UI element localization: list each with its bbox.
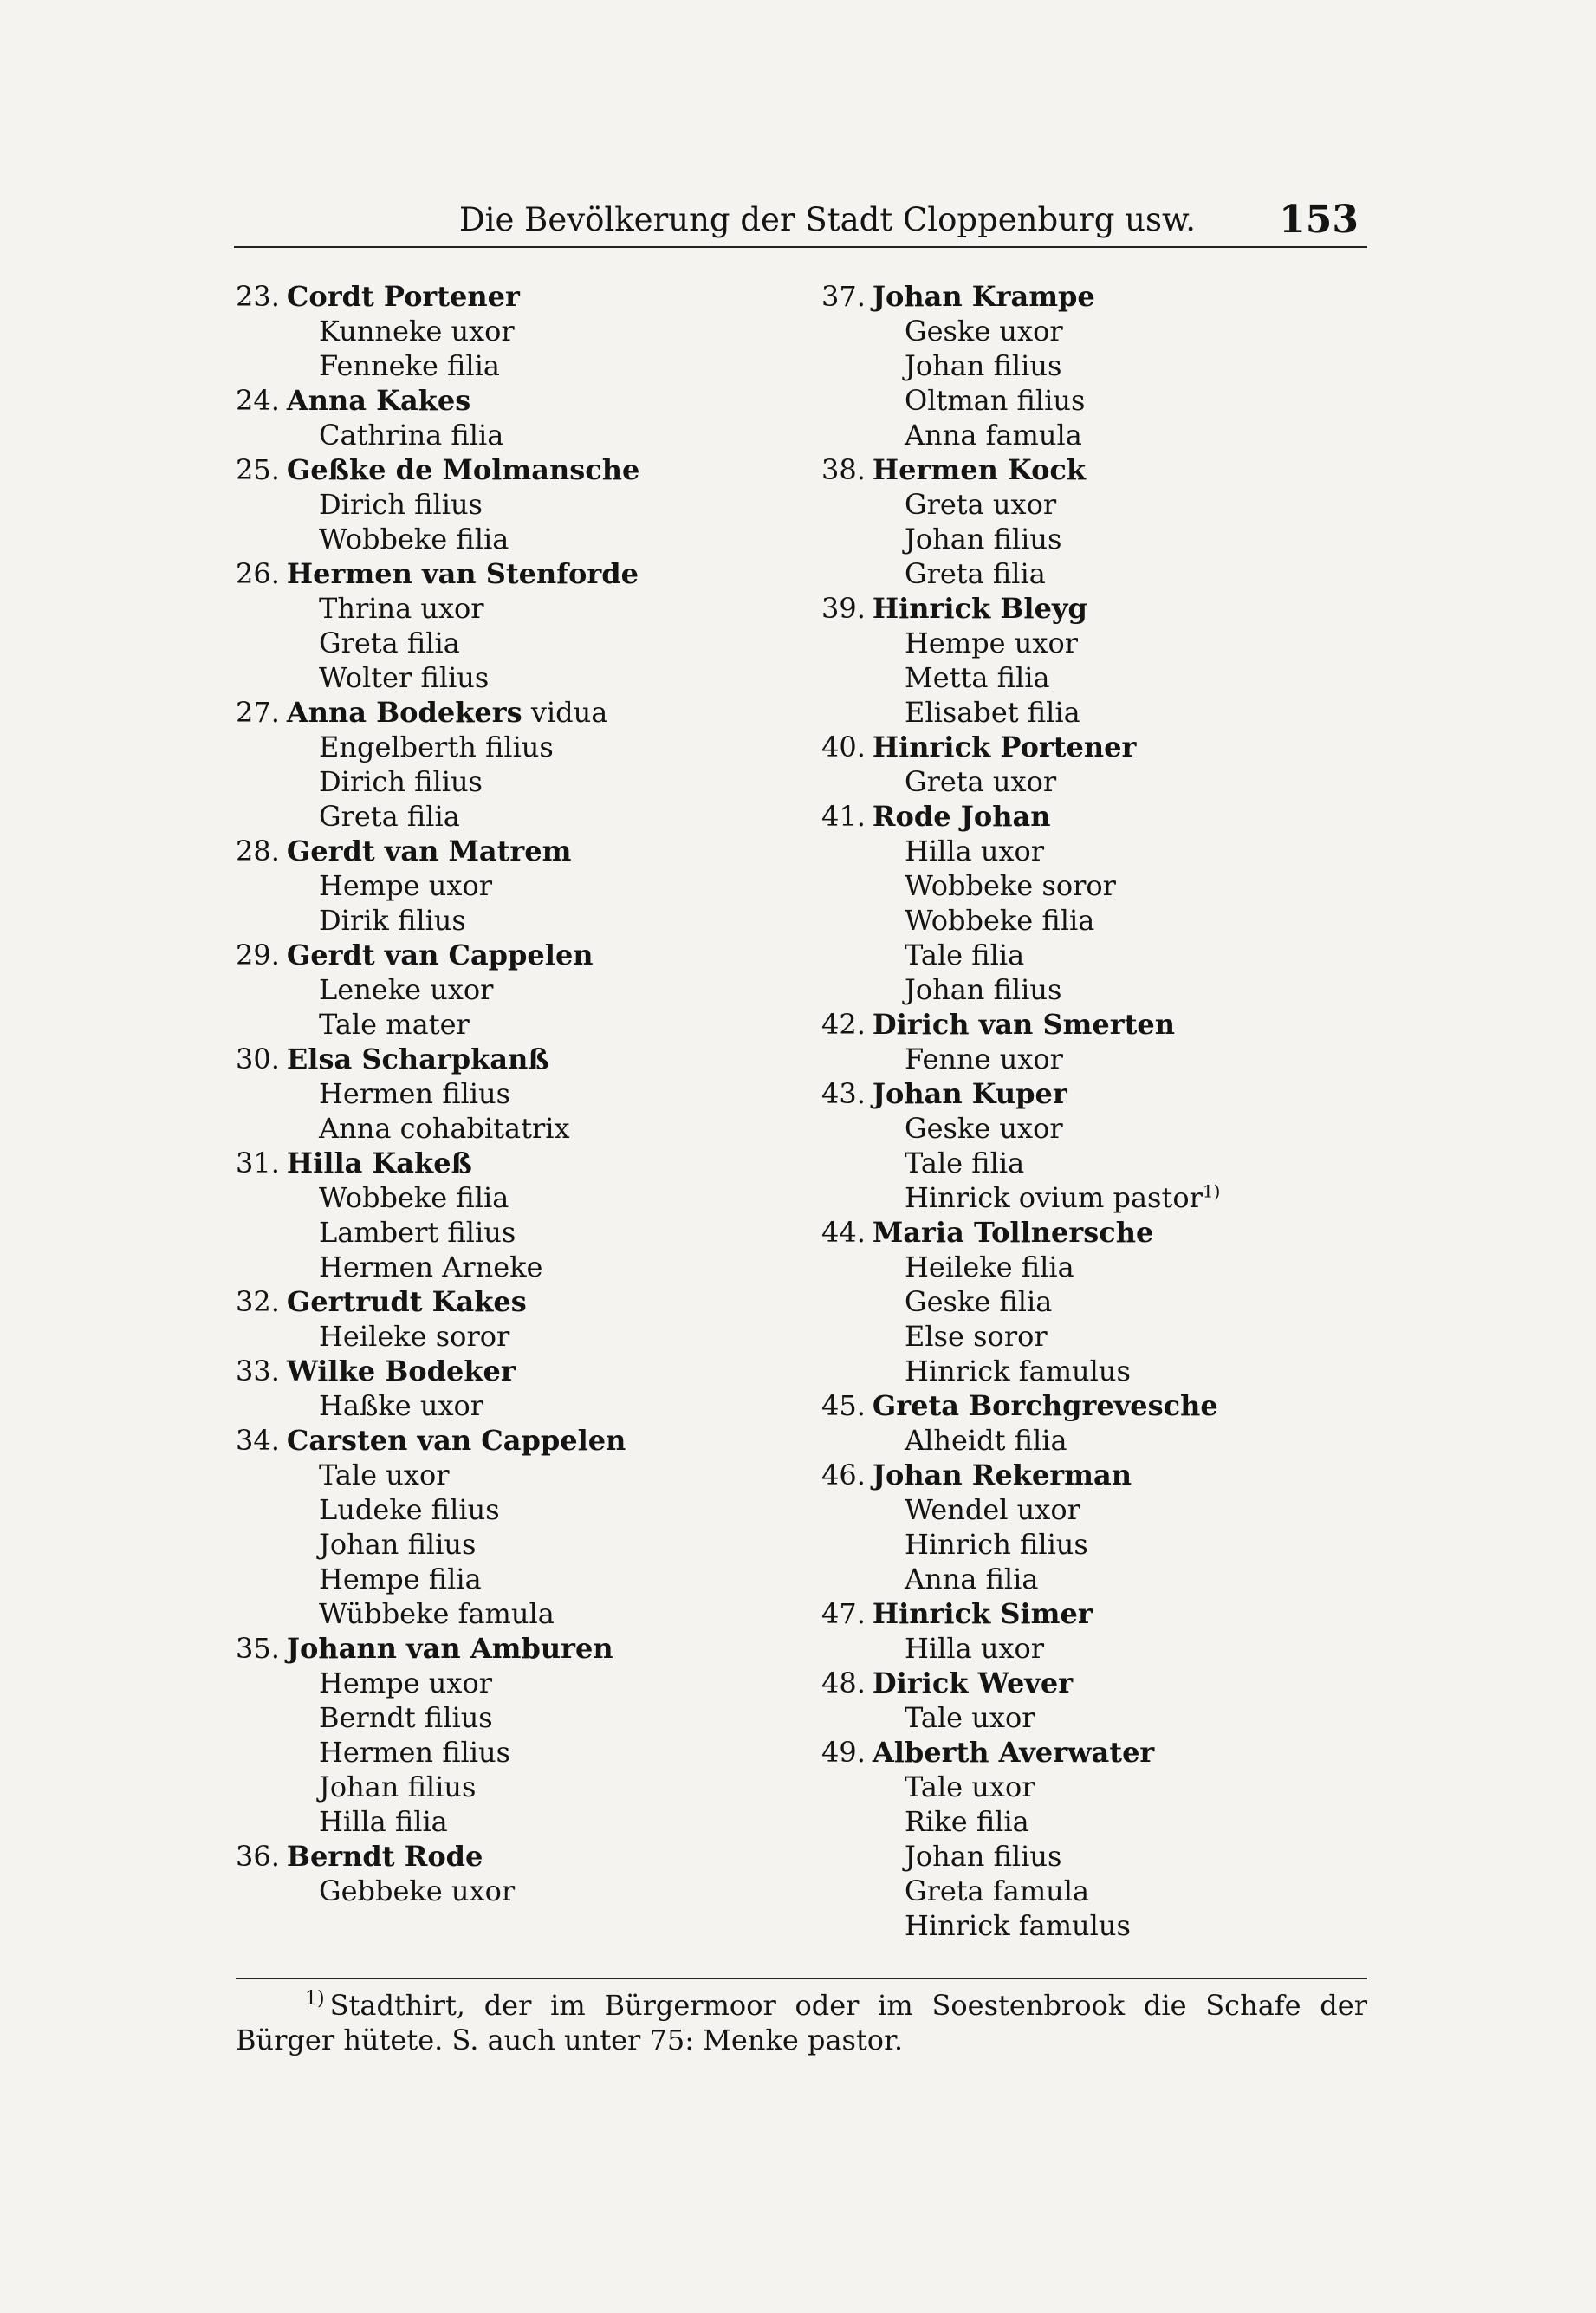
member-name: Geske uxor bbox=[905, 1112, 1063, 1145]
household-entry bbox=[236, 834, 756, 938]
head-name: Hilla Kakeß bbox=[286, 1147, 472, 1179]
member-line bbox=[236, 1735, 756, 1770]
member-line bbox=[236, 1492, 756, 1527]
member-name: Tale uxor bbox=[905, 1701, 1035, 1734]
member-name: Alheidt filia bbox=[905, 1424, 1067, 1457]
entry-number: 29. bbox=[236, 939, 280, 971]
member-line bbox=[236, 1180, 756, 1215]
head-name: Rode Johan bbox=[872, 800, 1051, 833]
member-name: Greta uxor bbox=[905, 488, 1057, 521]
member-line bbox=[236, 522, 756, 556]
member-line bbox=[821, 1527, 1341, 1562]
entry-number: 42. bbox=[821, 1008, 866, 1041]
entry-number: 25. bbox=[236, 453, 280, 486]
household-entry bbox=[821, 1666, 1341, 1735]
member-name: Johan filius bbox=[319, 1770, 477, 1803]
member-name: Wendel uxor bbox=[905, 1493, 1080, 1526]
member-name: Anna filia bbox=[905, 1563, 1039, 1595]
member-line bbox=[821, 1631, 1341, 1666]
entry-number: 46. bbox=[821, 1459, 866, 1491]
member-line bbox=[236, 1666, 756, 1700]
member-name: Johan filius bbox=[905, 349, 1062, 382]
head-name: Hinrick Bleyg bbox=[872, 592, 1087, 625]
member-line bbox=[236, 626, 756, 660]
head-name: Wilke Bodeker bbox=[286, 1355, 516, 1387]
footnote-text-1: Stadthirt, der im Bürgermoor oder im Soestenbrook die Schafe der bbox=[329, 1989, 1367, 2022]
member-line bbox=[236, 1562, 756, 1596]
head-name: Dirick Wever bbox=[872, 1667, 1074, 1699]
head-name: Hinrick Simer bbox=[872, 1597, 1093, 1630]
member-name: Hilla filia bbox=[319, 1805, 448, 1838]
head-name: Johann van Amburen bbox=[286, 1632, 613, 1665]
member-line bbox=[821, 1284, 1341, 1319]
member-name: Fenne uxor bbox=[905, 1043, 1063, 1075]
head-name: Geßke de Molmansche bbox=[286, 453, 640, 486]
member-line bbox=[821, 764, 1341, 799]
footnote bbox=[236, 1988, 1367, 2057]
member-name: Dirik filius bbox=[319, 904, 466, 937]
member-line bbox=[236, 1111, 756, 1146]
page-number: 153 bbox=[1279, 198, 1359, 242]
member-line bbox=[236, 730, 756, 764]
entry-number: 31. bbox=[236, 1147, 280, 1179]
member-line bbox=[821, 1874, 1341, 1908]
head-name: Gertrudt Kakes bbox=[286, 1285, 527, 1318]
entry-number: 38. bbox=[821, 453, 866, 486]
member-name: Hinrick famulus bbox=[905, 1909, 1131, 1942]
household-entry bbox=[821, 1735, 1341, 1943]
head-name: Dirich van Smerten bbox=[872, 1008, 1176, 1041]
member-name: Lambert filius bbox=[319, 1216, 516, 1249]
entry-number: 44. bbox=[821, 1216, 866, 1249]
member-line bbox=[236, 1388, 756, 1423]
entry-number: 30. bbox=[236, 1043, 280, 1075]
head-name: Hermen van Stenforde bbox=[286, 557, 639, 590]
entry-number: 24. bbox=[236, 384, 280, 417]
household-head bbox=[236, 1631, 756, 1666]
member-line bbox=[821, 1908, 1341, 1943]
head-name: Cordt Portener bbox=[286, 280, 520, 313]
household-head bbox=[236, 834, 756, 868]
member-line bbox=[821, 487, 1341, 522]
footnote-mark: 1) bbox=[305, 1988, 325, 2011]
member-name: Hempe uxor bbox=[905, 627, 1078, 659]
member-line bbox=[821, 1146, 1341, 1180]
member-name: Greta famula bbox=[905, 1874, 1090, 1907]
head-name: Carsten van Cappelen bbox=[286, 1424, 626, 1457]
household-entry bbox=[236, 383, 756, 452]
member-name: Metta filia bbox=[905, 661, 1050, 694]
head-name: Hinrick Portener bbox=[872, 731, 1137, 763]
entry-number: 37. bbox=[821, 280, 866, 313]
member-line bbox=[236, 903, 756, 938]
household-entry bbox=[236, 1839, 756, 1908]
household-entry bbox=[821, 1458, 1341, 1596]
household-head bbox=[236, 452, 756, 487]
entry-number: 41. bbox=[821, 800, 866, 833]
member-name: Hermen filius bbox=[319, 1077, 511, 1110]
member-name: Tale uxor bbox=[905, 1770, 1035, 1803]
member-name: Dirich filius bbox=[319, 488, 483, 521]
member-name: Greta filia bbox=[319, 627, 460, 659]
household-head bbox=[821, 1666, 1341, 1700]
member-name: Ludeke filius bbox=[319, 1493, 500, 1526]
member-name: Else soror bbox=[905, 1320, 1048, 1353]
household-head bbox=[236, 1146, 756, 1180]
household-head bbox=[821, 1596, 1341, 1631]
member-line bbox=[236, 1250, 756, 1284]
household-entry bbox=[236, 1631, 756, 1839]
member-line bbox=[236, 660, 756, 695]
member-name: Johan filius bbox=[905, 523, 1062, 556]
head-name: Greta Borchgrevesche bbox=[872, 1389, 1218, 1422]
household-head bbox=[821, 279, 1341, 314]
member-line bbox=[821, 695, 1341, 730]
entry-number: 26. bbox=[236, 557, 280, 590]
member-line bbox=[821, 1562, 1341, 1596]
member-line bbox=[821, 1180, 1341, 1215]
member-name: Kunneke uxor bbox=[319, 315, 515, 348]
member-line bbox=[821, 834, 1341, 868]
household-entry bbox=[821, 799, 1341, 1007]
member-name: Geske filia bbox=[905, 1285, 1053, 1318]
entry-number: 43. bbox=[821, 1077, 866, 1110]
member-line bbox=[236, 1700, 756, 1735]
member-line bbox=[821, 383, 1341, 418]
page-header bbox=[234, 198, 1367, 248]
member-name: Greta filia bbox=[905, 557, 1046, 590]
member-line bbox=[821, 522, 1341, 556]
member-line bbox=[236, 418, 756, 452]
head-name: Gerdt van Cappelen bbox=[286, 939, 594, 971]
head-name: Anna Kakes bbox=[286, 384, 471, 417]
entry-number: 32. bbox=[236, 1285, 280, 1318]
entry-number: 35. bbox=[236, 1632, 280, 1665]
member-line bbox=[236, 1458, 756, 1492]
member-line bbox=[821, 660, 1341, 695]
entry-number: 39. bbox=[821, 592, 866, 625]
member-name: Tale filia bbox=[905, 1147, 1025, 1179]
member-name: Gebbeke uxor bbox=[319, 1874, 516, 1907]
entry-number: 34. bbox=[236, 1424, 280, 1457]
household-head bbox=[821, 591, 1341, 626]
head-name: Elsa Scharpkanß bbox=[286, 1043, 549, 1075]
household-entry bbox=[236, 1423, 756, 1631]
running-title: Die Bevölkerung der Stadt Cloppenburg usw. bbox=[459, 201, 1197, 238]
household-head bbox=[236, 695, 756, 730]
member-line bbox=[236, 868, 756, 903]
member-name: Hermen filius bbox=[319, 1736, 511, 1769]
member-line bbox=[236, 1076, 756, 1111]
member-line bbox=[821, 1839, 1341, 1874]
household-entry bbox=[821, 1007, 1341, 1076]
member-line bbox=[236, 1319, 756, 1354]
head-name: Maria Tollnersche bbox=[872, 1216, 1154, 1249]
head-name: Gerdt van Matrem bbox=[286, 835, 572, 867]
head-name: Johan Krampe bbox=[872, 280, 1095, 313]
member-line bbox=[236, 1527, 756, 1562]
household-entry bbox=[236, 452, 756, 556]
entry-number: 45. bbox=[821, 1389, 866, 1422]
member-name: Hempe filia bbox=[319, 1563, 482, 1595]
member-line bbox=[236, 764, 756, 799]
household-entry bbox=[821, 730, 1341, 799]
member-line bbox=[821, 1111, 1341, 1146]
head-name: Johan Rekerman bbox=[872, 1459, 1132, 1491]
household-entry bbox=[236, 695, 756, 834]
member-line bbox=[236, 1215, 756, 1250]
member-line bbox=[236, 972, 756, 1007]
member-name: Greta uxor bbox=[905, 765, 1057, 798]
household-entry bbox=[821, 1596, 1341, 1666]
member-name: Wobbeke filia bbox=[319, 523, 509, 556]
entry-number: 36. bbox=[236, 1840, 280, 1873]
household-head bbox=[236, 279, 756, 314]
member-line bbox=[821, 938, 1341, 972]
member-line bbox=[236, 1804, 756, 1839]
member-line bbox=[236, 487, 756, 522]
household-entry bbox=[236, 1042, 756, 1146]
head-suffix: vidua bbox=[530, 696, 608, 729]
member-name: Berndt filius bbox=[319, 1701, 493, 1734]
entry-number: 48. bbox=[821, 1667, 866, 1699]
household-head bbox=[236, 1042, 756, 1076]
right-column bbox=[821, 279, 1341, 1943]
member-name: Anna cohabitatrix bbox=[319, 1112, 570, 1145]
member-line bbox=[821, 556, 1341, 591]
left-column bbox=[236, 279, 756, 1908]
member-line bbox=[821, 1319, 1341, 1354]
household-head bbox=[821, 1215, 1341, 1250]
entry-number: 40. bbox=[821, 731, 866, 763]
household-entry bbox=[236, 1146, 756, 1284]
member-name: Wobbeke filia bbox=[905, 904, 1095, 937]
entry-number: 47. bbox=[821, 1597, 866, 1630]
household-entry bbox=[236, 556, 756, 695]
household-head bbox=[236, 1354, 756, 1388]
member-name: Wübbeke famula bbox=[319, 1597, 555, 1630]
household-entry bbox=[821, 452, 1341, 591]
household-head bbox=[821, 730, 1341, 764]
household-head bbox=[821, 1007, 1341, 1042]
member-name: Oltman filius bbox=[905, 384, 1086, 417]
member-name: Thrina uxor bbox=[319, 592, 484, 625]
member-name: Dirich filius bbox=[319, 765, 483, 798]
household-head bbox=[236, 556, 756, 591]
footnote-line-1 bbox=[236, 1988, 1367, 2023]
member-name: Wobbeke soror bbox=[905, 869, 1116, 902]
member-name: Elisabet filia bbox=[905, 696, 1080, 729]
member-name: Rike filia bbox=[905, 1805, 1029, 1838]
member-line bbox=[236, 348, 756, 383]
household-head bbox=[236, 383, 756, 418]
member-line bbox=[236, 1596, 756, 1631]
household-head bbox=[821, 799, 1341, 834]
entry-number: 49. bbox=[821, 1736, 866, 1769]
member-name: Wobbeke filia bbox=[319, 1181, 509, 1214]
member-name: Johan filius bbox=[905, 1840, 1062, 1873]
member-line bbox=[821, 348, 1341, 383]
member-name: Engelberth filius bbox=[319, 731, 554, 763]
footnote-reference: 1) bbox=[1202, 1180, 1221, 1202]
entry-number: 27. bbox=[236, 696, 280, 729]
footnote-rule bbox=[236, 1978, 1367, 1979]
member-line bbox=[821, 626, 1341, 660]
member-line bbox=[236, 1874, 756, 1908]
entry-number: 33. bbox=[236, 1355, 280, 1387]
member-line bbox=[821, 418, 1341, 452]
member-line bbox=[236, 314, 756, 348]
member-name: Hermen Arneke bbox=[319, 1251, 543, 1283]
head-name: Berndt Rode bbox=[286, 1840, 483, 1873]
member-name: Hilla uxor bbox=[905, 1632, 1045, 1665]
member-name: Heileke filia bbox=[905, 1251, 1074, 1283]
household-head bbox=[821, 1388, 1341, 1423]
member-line bbox=[821, 868, 1341, 903]
member-line bbox=[821, 1423, 1341, 1458]
member-line bbox=[236, 591, 756, 626]
household-head bbox=[236, 938, 756, 972]
household-entry bbox=[821, 279, 1341, 452]
member-name: Fenneke filia bbox=[319, 349, 500, 382]
head-name: Johan Kuper bbox=[872, 1077, 1067, 1110]
member-name: Hinrich filius bbox=[905, 1528, 1088, 1561]
member-name: Haßke uxor bbox=[319, 1389, 484, 1422]
member-line bbox=[236, 1007, 756, 1042]
household-head bbox=[821, 1735, 1341, 1770]
member-name: Johan filius bbox=[905, 973, 1062, 1006]
member-name: Hinrick ovium pastor bbox=[905, 1181, 1203, 1214]
member-line bbox=[821, 1354, 1341, 1388]
member-name: Hilla uxor bbox=[905, 835, 1045, 867]
member-line bbox=[821, 1700, 1341, 1735]
head-name: Hermen Kock bbox=[872, 453, 1087, 486]
household-head bbox=[236, 1839, 756, 1874]
household-head bbox=[236, 1423, 756, 1458]
member-line bbox=[236, 799, 756, 834]
household-entry bbox=[821, 1076, 1341, 1215]
member-name: Geske uxor bbox=[905, 315, 1063, 348]
member-line bbox=[821, 1492, 1341, 1527]
member-line bbox=[821, 903, 1341, 938]
member-name: Hempe uxor bbox=[319, 1667, 492, 1699]
household-head bbox=[236, 1284, 756, 1319]
head-name: Anna Bodekers bbox=[286, 696, 522, 729]
member-line bbox=[821, 1770, 1341, 1804]
household-entry bbox=[821, 1215, 1341, 1388]
member-name: Cathrina filia bbox=[319, 419, 504, 452]
member-name: Tale filia bbox=[905, 939, 1025, 971]
head-name: Alberth Averwater bbox=[872, 1736, 1155, 1769]
member-line bbox=[236, 1770, 756, 1804]
household-entry bbox=[236, 938, 756, 1042]
household-head bbox=[821, 452, 1341, 487]
member-line bbox=[821, 1042, 1341, 1076]
member-name: Tale mater bbox=[319, 1008, 470, 1041]
member-name: Greta filia bbox=[319, 800, 460, 833]
household-entry bbox=[821, 591, 1341, 730]
member-name: Hempe uxor bbox=[319, 869, 492, 902]
household-entry bbox=[236, 279, 756, 383]
member-line bbox=[821, 1250, 1341, 1284]
household-entry bbox=[821, 1388, 1341, 1458]
member-line bbox=[821, 1804, 1341, 1839]
entry-number: 28. bbox=[236, 835, 280, 867]
member-name: Wolter filius bbox=[319, 661, 490, 694]
member-name: Hinrick famulus bbox=[905, 1355, 1131, 1387]
member-name: Leneke uxor bbox=[319, 973, 494, 1006]
household-entry bbox=[236, 1284, 756, 1354]
household-head bbox=[821, 1076, 1341, 1111]
household-entry bbox=[236, 1354, 756, 1423]
member-name: Tale uxor bbox=[319, 1459, 450, 1491]
entry-number: 23. bbox=[236, 280, 280, 313]
member-name: Heileke soror bbox=[319, 1320, 510, 1353]
member-line bbox=[821, 972, 1341, 1007]
member-name: Anna famula bbox=[905, 419, 1082, 452]
household-head bbox=[821, 1458, 1341, 1492]
member-line bbox=[821, 314, 1341, 348]
member-name: Johan filius bbox=[319, 1528, 477, 1561]
footnote-line-2: Bürger hütete. S. auch unter 75: Menke pastor. bbox=[236, 2024, 904, 2056]
